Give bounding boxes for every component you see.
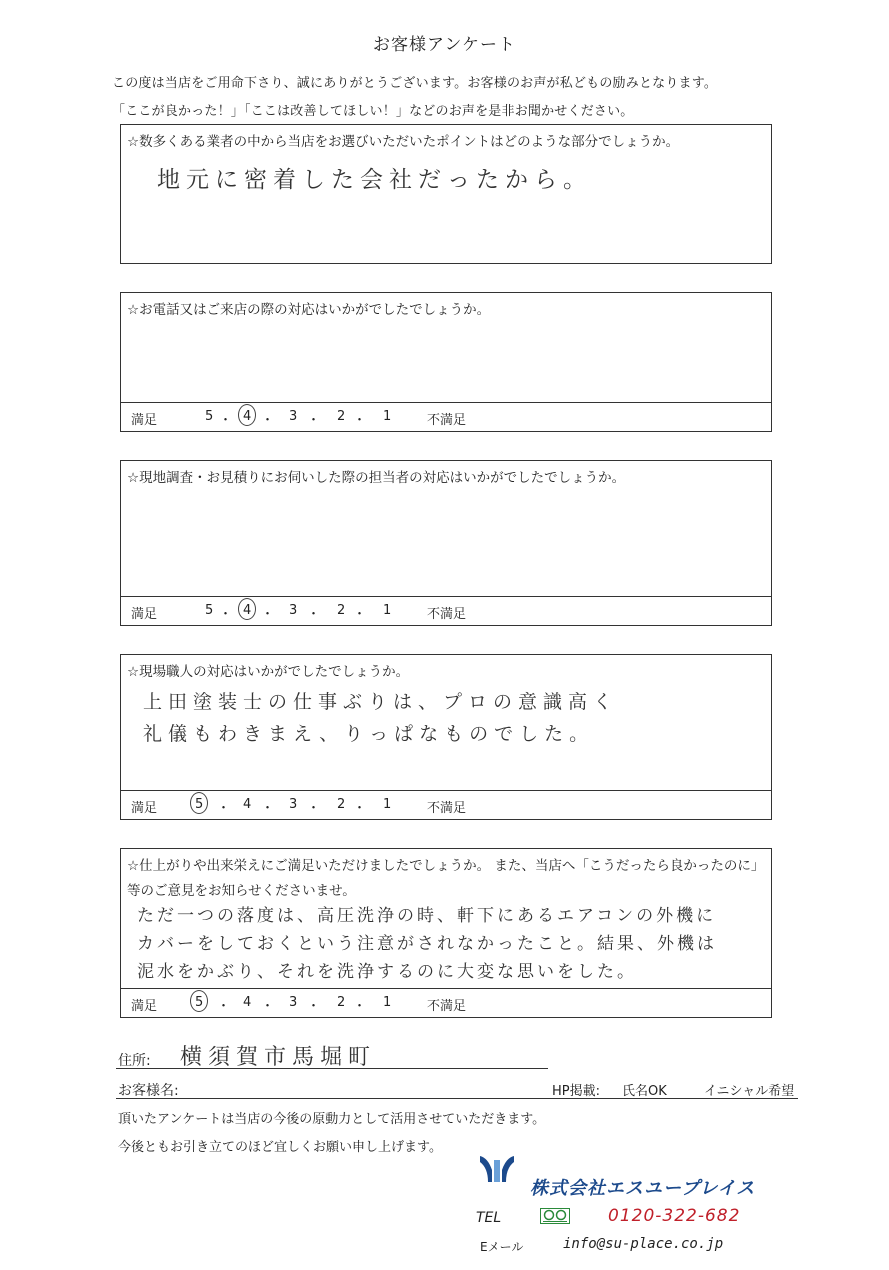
rating-5[interactable]: 5 [205, 603, 214, 618]
company-logo-icon [478, 1154, 516, 1184]
rating-circle-selected [238, 598, 256, 620]
rating-right-label: 不満足 [427, 999, 467, 1014]
rating-sep: ・ [219, 607, 233, 622]
hp-label: HP掲載: [552, 1084, 600, 1099]
rating-sep: ・ [307, 801, 321, 816]
answer-4-line-1: 上田塗装士の仕事ぶりは、プロの意識高く [143, 691, 619, 713]
rating-4[interactable]: 4 [243, 409, 252, 424]
rating-4[interactable]: 4 [243, 797, 252, 812]
question-3-text: ☆現地調査・お見積りにお伺いした際の担当者の対応はいかがでしたでしょうか。 [127, 470, 626, 486]
rating-circle-selected [190, 990, 208, 1012]
rating-sep: ・ [261, 413, 275, 428]
rating-row-4 [121, 790, 771, 819]
address-value[interactable]: 横須賀市馬堀町 [180, 1045, 377, 1070]
rating-2[interactable]: 2 [337, 995, 346, 1010]
question-box-1 [120, 124, 772, 264]
rating-1[interactable]: 1 [383, 995, 392, 1010]
rating-sep: ・ [353, 607, 367, 622]
question-box-3 [120, 460, 772, 626]
rating-left-label: 満足 [131, 999, 158, 1014]
tel-number[interactable]: 0120-322-682 [608, 1206, 741, 1226]
rating-circle-selected [238, 404, 256, 426]
tel-label: TEL [476, 1210, 502, 1226]
customer-label: お客様名: [118, 1083, 179, 1099]
question-5-text: ☆仕上がりや出来栄えにご満足いただけましたでしょうか。 また、当店へ「こうだったら良かったのに」 [127, 858, 765, 874]
answer-4-line-2: 礼儀もわきまえ、りっぱなものでした。 [143, 723, 595, 745]
rating-sep: ・ [261, 999, 275, 1014]
rating-sep: ・ [217, 801, 231, 816]
rating-2[interactable]: 2 [337, 603, 346, 618]
footer-line-1: 頂いたアンケートは当店の今後の原動力として活用させていただきます。 [118, 1112, 546, 1127]
rating-sep: ・ [261, 607, 275, 622]
address-underline [116, 1068, 548, 1069]
rating-sep: ・ [219, 413, 233, 428]
question-4-text: ☆現場職人の対応はいかがでしたでしょうか。 [127, 664, 410, 680]
rating-1[interactable]: 1 [383, 409, 392, 424]
rating-1[interactable]: 1 [383, 603, 392, 618]
address-label: 住所: [118, 1053, 151, 1069]
rating-row-3 [121, 596, 771, 625]
rating-row-2 [121, 402, 771, 431]
question-5-text-2: 等のご意見をお知らせくださいませ。 [127, 883, 356, 899]
rating-2[interactable]: 2 [337, 797, 346, 812]
rating-left-label: 満足 [131, 607, 158, 622]
email-address[interactable]: info@su-place.co.jp [563, 1236, 724, 1252]
rating-right-label: 不満足 [427, 801, 467, 816]
rating-right-label: 不満足 [427, 607, 467, 622]
rating-sep: ・ [307, 607, 321, 622]
rating-sep: ・ [353, 413, 367, 428]
hp-option-name[interactable]: 氏名OK [622, 1084, 667, 1099]
rating-sep: ・ [353, 801, 367, 816]
rating-5[interactable]: 5 [205, 409, 214, 424]
freedial-icon [540, 1208, 570, 1224]
question-2-text: ☆お電話又はご来店の際の対応はいかがでしたでしょうか。 [127, 302, 491, 318]
intro-line-1: この度は当店をご用命下さり、誠にありがとうございます。お客様のお声が私どもの励みとなります。 [112, 76, 718, 91]
footer-line-2: 今後ともお引き立てのほど宜しくお願い申し上げます。 [118, 1140, 442, 1155]
question-1-text: ☆数多くある業者の中から当店をお選びいただいたポイントはどのような部分でしょうか。 [127, 134, 680, 150]
hp-option-initial[interactable]: イニシャル希望 [704, 1084, 795, 1099]
rating-4[interactable]: 4 [243, 603, 252, 618]
rating-left-label: 満足 [131, 801, 158, 816]
answer-5-line-1: ただ一つの落度は、高圧洗浄の時、軒下にあるエアコンの外機に [137, 906, 717, 926]
rating-3[interactable]: 3 [289, 797, 298, 812]
rating-1[interactable]: 1 [383, 797, 392, 812]
rating-sep: ・ [353, 999, 367, 1014]
rating-left-label: 満足 [131, 413, 158, 428]
page-title: お客様アンケート [373, 35, 516, 55]
email-label: Eメール [480, 1240, 524, 1254]
rating-row-5 [121, 988, 771, 1017]
rating-sep: ・ [307, 999, 321, 1014]
rating-2[interactable]: 2 [337, 409, 346, 424]
rating-circle-selected [190, 792, 208, 814]
rating-4[interactable]: 4 [243, 995, 252, 1010]
rating-right-label: 不満足 [427, 413, 467, 428]
answer-5-line-3: 泥水をかぶり、それを洗浄するのに大変な思いをした。 [137, 962, 637, 982]
rating-3[interactable]: 3 [289, 995, 298, 1010]
rating-3[interactable]: 3 [289, 603, 298, 618]
question-box-4 [120, 654, 772, 820]
answer-1-line-1: 地元に密着した会社だったから。 [157, 167, 592, 193]
question-box-2 [120, 292, 772, 432]
rating-5[interactable]: 5 [195, 995, 204, 1010]
answer-5-line-2: カバーをしておくという注意がされなかったこと。結果、外機は [137, 934, 717, 954]
rating-sep: ・ [217, 999, 231, 1014]
rating-5[interactable]: 5 [195, 797, 204, 812]
rating-sep: ・ [307, 413, 321, 428]
intro-line-2: 「ここが良かった！」「ここは改善してほしい！」などのお声を是非お聞かせください。 [112, 104, 634, 119]
rating-sep: ・ [261, 801, 275, 816]
customer-underline [116, 1098, 798, 1099]
rating-3[interactable]: 3 [289, 409, 298, 424]
company-name: 株式会社エスユープレイス [530, 1178, 756, 1199]
question-box-5 [120, 848, 772, 1018]
